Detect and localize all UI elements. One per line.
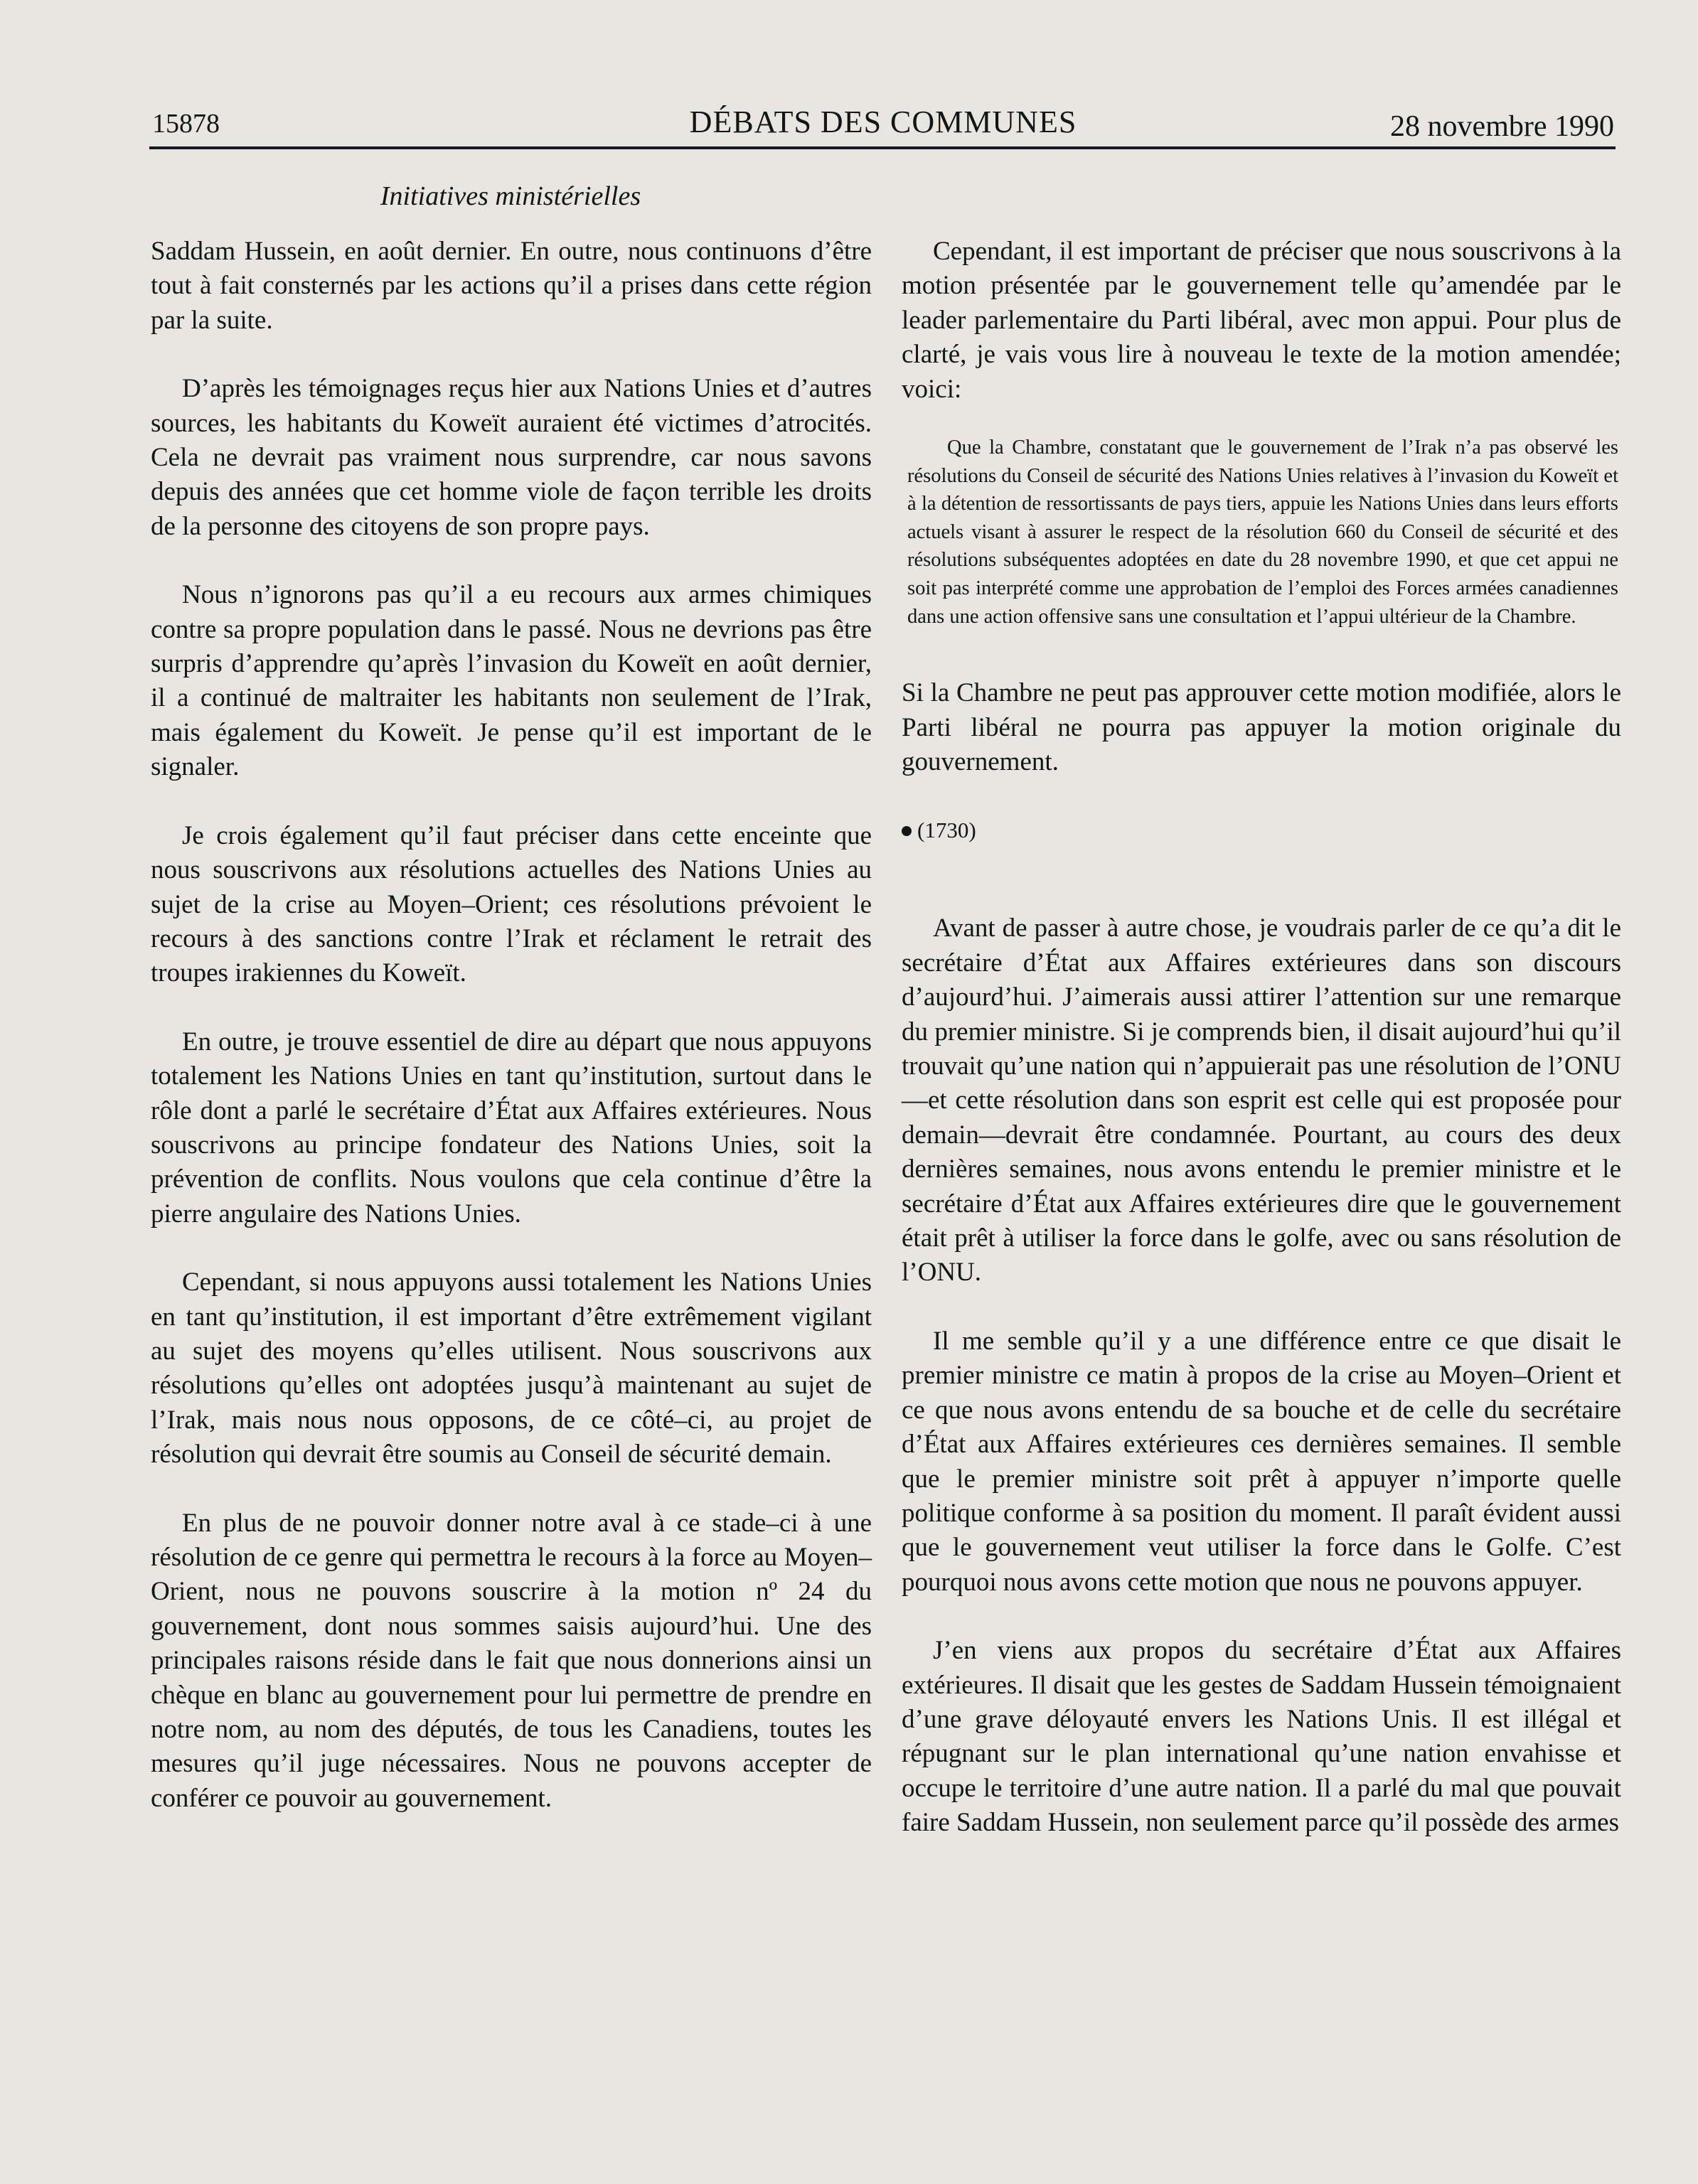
motion-quote: Que la Chambre, constatant que le gouvernement de l’Irak n’a pas observé les résolutions du Conseil de sécurité des Nations Unies relatives à l’invasion du Koweït et à la détention de ressortissants de pays tiers, appuie les Nations Unies dans leurs efforts actuels visant à assurer le respect de la résolution 660 du Conseil de sécurité et des résolutions subséquentes adoptées en date du 28 novembre 1990, et que cet appui ne soit pas interprété comme une approbation de l’emploi des Forces armées canadiennes dans une action offensive sans une consultation et l’appui ultérieur de la Chambre. xyxy=(907,437,1618,628)
paragraph: En outre, je trouve essentiel de dire au départ que nous appuyons totalement les Nations Unies en tant qu’institution, surtout dans le rôle dont a parlé le secrétaire d’État aux Affaires extérieures. Nous souscrivons au principe fondateur des Nations Unies, soit la prévention de conflits. Nous voulons que cela continue d’être la pierre angulaire des Nations Unies. xyxy=(151,1027,872,1228)
header-rule xyxy=(149,146,1616,149)
paragraph: En plus de ne pouvoir donner notre aval à ce stade–ci à une résolution de ce genre qui permettra le recours à la force au Moyen–Orient, nous ne pouvons souscrire à la motion nº 24 du gouvernement, dont nous sommes saisis aujourd’hui. Une des principales raisons réside dans le fait que nous donnerions ainsi un chèque en blanc au gouvernement pour lui permettre de prendre en notre nom, au nom des députés, de tous les Canadiens, toutes les mesures qu’il juge nécessaires. Nous ne pouvons accepter de conférer ce pouvoir au gouvernement. xyxy=(151,1508,872,1813)
page-header xyxy=(152,104,1614,146)
time-marker xyxy=(902,813,1621,847)
left-column xyxy=(151,235,872,1850)
section-heading: Initiatives ministérielles xyxy=(380,181,641,211)
paragraph: Si la Chambre ne peut pas approuver cette motion modifiée, alors le Parti libéral ne pourra pas appuyer la motion originale du gouvernement. xyxy=(902,678,1621,776)
paragraph: J’en viens aux propos du secrétaire d’État aux Affaires extérieures. Il disait que les gestes de Saddam Hussein témoignaient d’une grave déloyauté envers les Nations Unis. Il est illégal et répugnant sur le plan international qu’une nation envahisse et occupe le territoire d’une autre nation. Il a parlé du mal que pouvait faire Saddam Hussein, non seulement parce qu’il possède des armes xyxy=(902,1636,1621,1838)
paragraph: Cependant, il est important de préciser que nous souscrivons à la motion présentée par le gouvernement telle qu’amendée par le leader parlementaire du Parti libéral, avec mon appui. Pour plus de clarté, je vais vous lire à nouveau le texte de la motion amendée; voici: xyxy=(902,237,1621,404)
paragraph: Je crois également qu’il faut préciser dans cette enceinte que nous souscrivons aux résolutions actuelles des Nations Unies au sujet de la crise au Moyen–Orient; ces résolutions prévoient le recours à des sanctions contre l’Irak et réclament le retrait des troupes irakiennes du Koweït. xyxy=(151,820,872,988)
paragraph: Il me semble qu’il y a une différence entre ce que disait le premier ministre ce matin à propos de la crise au Moyen–Orient et ce que nous avons entendu de sa bouche et de celle du secrétaire d’État aux Affaires extérieures ces dernières semaines. Il semble que le premier ministre soit prêt à appuyer n’importe quelle politique conforme à sa position du moment. Il paraît évident aussi que le gouvernement veut utiliser la force dans le Golfe. C’est pourquoi nous avons cette motion que nous ne pouvons appuyer. xyxy=(902,1326,1621,1597)
publication-date: 28 novembre 1990 xyxy=(1390,110,1614,143)
paragraph: Nous n’ignorons pas qu’il a eu recours aux armes chimiques contre sa propre population dans le passé. Nous ne devrions pas être surpris d’apprendre qu’après l’invasion du Koweït en août dernier, il a continué de maltraiter les habitants non seulement de l’Irak, mais également du Koweït. Je pense qu’il est important de le signaler. xyxy=(151,580,872,782)
time-marker-label: (1730) xyxy=(917,818,976,843)
bullet-icon xyxy=(902,826,912,836)
paragraph: Saddam Hussein, en août dernier. En outre, nous continuons d’être tout à fait consternés par les actions qu’il a prises dans cette région par la suite. xyxy=(151,237,872,335)
paragraph: Avant de passer à autre chose, je voudrais parler de ce qu’a dit le secrétaire d’État aux Affaires extérieures dans son discours d’aujourd’hui. J’aimerais aussi attirer l’attention sur une remarque du premier ministre. Si je comprends bien, il disait aujourd’hui qu’il trouvait qu’une nation qui n’appuierait pas une résolution de l’ONU—et cette résolution dans son esprit est celle qui est proposée pour demain—devrait être condamnée. Pourtant, au cours des deux dernières semaines, nous avons entendu le premier ministre et le secrétaire d’État aux Affaires extérieures dire que le gouvernement était prêt à utiliser la force dans le golfe, avec ou sans résolution de l’ONU. xyxy=(902,914,1621,1288)
paragraph: Cependant, si nous appuyons aussi totalement les Nations Unies en tant qu’institution, il est important d’être extrêmement vigilant au sujet des moyens qu’elles utilisent. Nous souscrivons aux résolutions qu’elles ont adoptées jusqu’à maintenant au sujet de l’Irak, mais nous nous opposons, de ce côté–ci, au projet de résolution qui devrait être soumis au Conseil de sécurité demain. xyxy=(151,1268,872,1470)
right-column xyxy=(902,235,1621,1875)
paragraph: D’après les témoignages reçus hier aux Nations Unies et d’autres sources, les habitants du Koweït auraient été victimes d’atrocités. Cela ne devrait pas vraiment nous surprendre, car nous savons depuis des années que cet homme viole de façon terrible les droits de la personne des citoyens de son propre pays. xyxy=(151,374,872,541)
page-number: 15878 xyxy=(152,109,220,139)
journal-title: DÉBATS DES COMMUNES xyxy=(689,105,1077,139)
